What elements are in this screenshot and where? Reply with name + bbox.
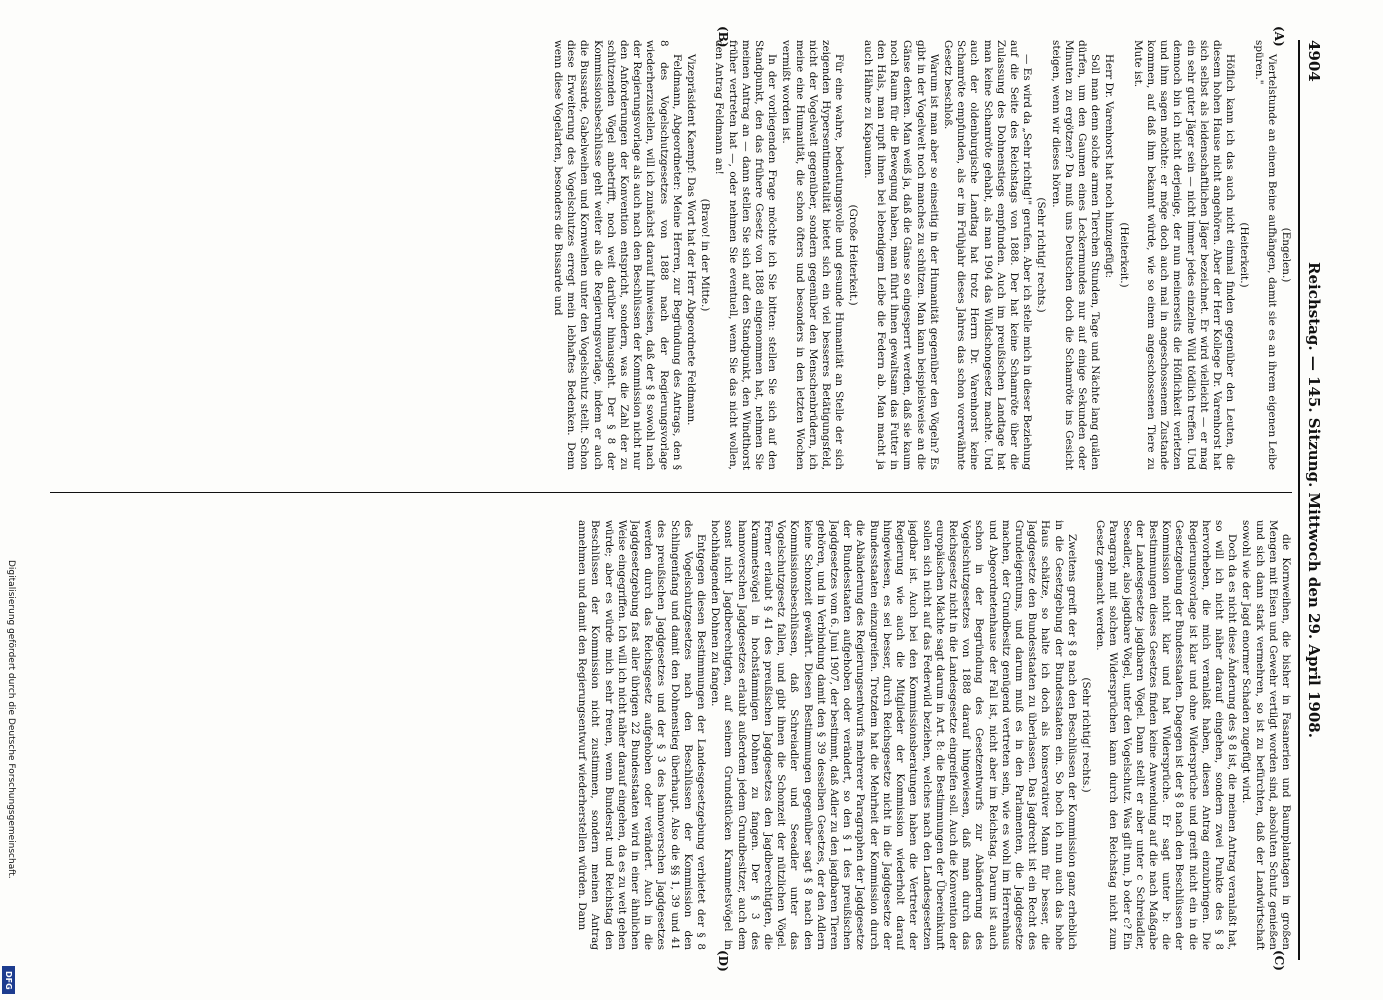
margin-mark-d: (D) bbox=[716, 950, 730, 972]
left-column-paragraph: — Es wird da „Sehr richtig!" gerufen. Aber ich stelle mich in dieser Beziehung auf die Seite des Reichstags von 1888. Der hat keine Schamröte über die Zulassung des Dohnenstiegs empfunden. Auch im preußischen Landtage hat man keine Schamröte gehabt, als man 1904 das Wildschongesetz machte. Und auch der oldenburgische Landtag hat trotz Herrn Dr. Varenhorst keine Schamröte empfunden, als er im Frühjahr dieses Jahres das schon vorerwähnte Gesetz beschloß. bbox=[941, 40, 1034, 470]
right-column-paragraph: die Kornweihen, die bisher in Fasanerien und Baumplantagen in großen Mengen mit Eisen und Gewehr vertilgt worden sind, absoluten Schutz genießen und sich dann stark vermehren, so ist zu befürchten, daß der Landwirtschaft sowohl wie der Jagd enormer Schaden zugefügt wird. bbox=[1240, 520, 1292, 950]
margin-mark-a: (A) bbox=[1272, 26, 1286, 47]
right-column-paragraph: Doch da es nicht diese Änderung des § 8 ist, die meinen Antrag veranlaßt hat, so will ich nicht näher darauf eingehen, sondern zwei Punkte des § 8 hervorheben, die mich veranlaßt haben, diesen Antrag einzubringen. Die Regierungsvorlage ist klar und ohne Widersprüche und greift nicht ein in die Gesetzgebung der Bundesstaaten. Dagegen ist der § 8 nach den Beschlüssen der Kommission nicht klar und hat Widersprüche. Er sagt unter b: die Bestimmungen dieses Gesetzes finden keine Anwendung auf die nach Maßgabe der Landesgesetze jagdbaren Vögel. Dann stellt er aber unter c Schreiadler, Seeadler, also jagdbare Vögel, unter den Vogelschutz. Was gilt nun, b oder c? Ein Paragraph mit solchen Widersprüchen kann durch den Reichstag nicht zum Gesetz gemacht werden. bbox=[1094, 520, 1239, 950]
page-number: 4904 bbox=[1305, 40, 1323, 82]
left-column-paragraph: (Große Heiterkeit.) bbox=[847, 204, 860, 306]
page-header bbox=[1302, 40, 1326, 960]
left-column-paragraph: (Heiterkeit.) bbox=[1117, 222, 1130, 288]
dfg-logo: DFG bbox=[2, 966, 15, 994]
page-title: Reichstag. — 145. Sitzung. Mittwoch den 29. April 1908. bbox=[1305, 262, 1323, 738]
rotated-page-content bbox=[40, 26, 1330, 972]
left-column-paragraph: Herr Dr. Varenhorst hat noch hinzugefügt: bbox=[1103, 54, 1116, 279]
left-column bbox=[52, 40, 1292, 470]
left-column-paragraph: Vizepräsident Kaempf: Das Wort hat der Herr Abgeordnete Feldmann. bbox=[685, 54, 698, 426]
margin-mark-b: (B) bbox=[716, 26, 730, 48]
right-column-paragraph: Entgegen diesen Bestimmungen der Landesgesetzgebung verbietet der § 8 des Vogelschutzgesetzes nach den Beschlüssen der Kommission den Schlingenfang und damit den Dohnenstieg überhaupt. Also die §§ 1, 39 und 41 des preußischen Jagdgesetzes und der § 3 des hannoverschen Jagdgesetzes werden durch das Reichsgesetz aufgehoben oder verändert. Auch in die Jagdgesetzgebung fast aller übrigen 22 Bundesstaaten wird in einer ähnlichen Weise eingegriffen. Ich will ich nicht näher darauf eingehen, da es zu weit gehen würde; aber es würde mich sehr freuen, wenn Bundesrat und Reichstag den Beschlüssen der Kommission nicht zustimmen, sondern meinen Antrag annehmen und damit den Regierungsentwurf wiederherstellen würden. Dann bbox=[576, 520, 708, 950]
left-column-paragraph: Höflich kann ich das auch nicht einmal finden gegenüber den Leuten, die diesem hohen Hause nicht angehören. Aber der Herr Kollege Dr. Varenhorst hat sich selbst als leidenschaftlichen Jäger bezeichnet. Er wird vielleicht — er mag ein sehr guter Jäger sein — nicht immer jedes einzelne Wild tödlich treffen. Und dennoch bin ich nicht derjenige, der nun meinerseits die Höflichkeit verletzen und ihm sagen möchte: er möge doch auch mal in angeschossenem Zustande kommen, auf daß ihm bekannt würde, wie so einem angeschossenen Tiere zu Mute ist. bbox=[1131, 40, 1237, 470]
right-column-paragraph: (Sehr richtig! rechts.) bbox=[1079, 677, 1092, 793]
right-column bbox=[52, 520, 1292, 950]
left-column-paragraph: Viertelstunde an einem Beine aufhängen, damit sie es an ihrem eigenen Leibe spüren." bbox=[1252, 40, 1278, 470]
margin-mark-c: (C) bbox=[1272, 950, 1286, 971]
credit-text: Digitalisierung gefördert durch die Deutsche Forschungsgemeinschaft. bbox=[6, 560, 16, 879]
left-column-paragraph: (Engelen.) bbox=[1280, 227, 1292, 283]
left-column-paragraph: (Heiterkeit.) bbox=[1238, 222, 1251, 288]
digitization-credit bbox=[2, 560, 16, 990]
left-column-paragraph: In der vorliegenden Frage möchte ich Sie bitten: stellen Sie sich auf den Standpunkt, den das frühere Gesetz von 1888 eingenommen hat, nehmen Sie meinen Antrag an — dann stellen Sie sich auf den Standpunkt, den Windthorst früher vertreten hat —, oder nehmen Sie eventuell, wenn Sie das nicht wollen, den Antrag Feldmann an! bbox=[713, 40, 779, 470]
left-column-paragraph: Für eine wahre, bedeutungsvolle und gesunde Humanität an Stelle der sich zeigenden Hypersentimentalität bietet sich ein viel besseres Betätigungsfeld, nicht der Vogelwelt gegenüber, sondern gegenüber den Menschenbrüdern, ich meine eine Humanität, die schon öfters und besonders in den letzten Wochen vermißt worden ist. bbox=[780, 40, 846, 470]
left-column-paragraph: Soll man denn solche armen Tierchen Stunden, Tage und Nächte lang quälen dürfen, um den Gaumen eines Leckermundes nur auf einige Sekunden oder Minuten zu ergötzen? Da muß uns Deutschen doch die Schamröte ins Gesicht steigen, wenn wir dieses hören. bbox=[1049, 40, 1102, 470]
left-column-paragraph: Warum ist man aber so einseitig in der Humanität gegenüber den Vögeln? Es gibt in der Vogelwelt noch manches zu schützen. Man kann beispielsweise an die Gänse denken. Man weiß ja, daß die Gänse so eingesperrt werden, daß sie kaum noch Raum für die Bewegung haben, man führt ihnen gewaltsam das Futter in den Hals, man rupft ihnen bei lebendigem Leibe die Federn ab. Man macht ja auch Hähne zu Kapaunen. bbox=[861, 40, 940, 470]
left-column-paragraph: Feldmann, Abgeordneter: Meine Herren, zur Begründung des Antrags, den § 8 des Vogelschutzgesetzes von 1888 nach der Regierungsvorlage wiederherzustellen, will ich zunächst darauf hinweisen, daß der § 8 sowohl nach der Regierungsvorlage als auch nach den Beschlüssen der Kommission nicht nur den Anforderungen der Konvention entspricht, sondern, was die Zahl der zu schützenden Vögel anbetrifft, noch weit darüber hinausgeht. Der § 8 der Kommissionsbeschlüsse geht weiter als die Regierungsvorlage, indem er auch die Bussarde, Gabelweihen und Kornweihen unter den Vogelschutz stellt. Schon diese Erweiterung des Vogelschutzes erregt mein lebhaftes Bedenken. Denn wenn diese Vogelarten, besonders die Bussarde und bbox=[552, 40, 683, 470]
column-divider bbox=[50, 492, 1292, 493]
header-rule bbox=[1298, 40, 1300, 960]
right-column-paragraph: Zweitens greift der § 8 nach den Beschlüssen der Kommission ganz erheblich in die Gesetzgebung der Bundesstaaten ein. So hoch ich nun auch das hohe Haus schätze, so halte ich doch als konservativer Mann für besser, die Jagdgesetze den Bundesstaaten zu überlassen. Das Jagdrecht ist ein Recht des Grundeigentums, und darum muß es in den Parlamenten, die Jagdgesetze machen, der Grundbesitz genügend vertreten sein, wie es wohl im Herrenhaus und Abgeordnetenhause der Fall ist, nicht aber im Reichstag. Darum ist auch schon in der Begründung des Gesetzentwurfs zur Abänderung des Vogelschutzgesetzes von 1888 darauf hingewiesen, daß man durch das Reichsgesetz nicht in die Landesgesetze eingreifen soll. Auch die Konvention der europäischen Mächte sagt darum in Art. 8: die Bestimmungen der Übereinkunft sollen sich nicht auf das Federwild beziehen, welches nach den Landesgesetzen jagdbar ist. Auch bei den Kommissionsberatungen haben die Vertreter der Regierung wie auch die Mitglieder der Kommission wiederholt darauf hingewiesen, es sei besser, durch Reichsgesetze nicht in die Jagdgesetze der Bundesstaaten einzugreifen. Trotzdem hat die Mehrheit der Kommission durch die Abänderung des Regierungsentwurfs mehrerer Paragraphen der Jagdgesetze der Bundesstaaten aufgehoben oder verändert, so den § 1 des preußischen Jagdgesetzes vom 6. Juni 1907, der bestimmt, daß Adler zu den jagdbaren Tieren gehören, und in Verbindung damit den § 39 desselben Gesetzes, der den Adlern keine Schonzeit gewährt. Diesen Bestimmungen gegenüber sagt § 8 nach den Kommissionsbeschlüssen, daß Schreiadler und Seeadler unter das Vogelschutzgesetz fallen, und gibt ihnen die Schonzeit der nützlichen Vögel. Ferner erlaubt § 41 des preußischen Jagdgesetzes den Jagdberechtigten, die Krammetsvögel in hochstämmigen Dohnen zu fangen. Der § 3 des hannoverschen Jagdgesetzes erlaubt außerdem jedem Grundbesitzer, auch dem sonst nicht Jagdberechtigten, auf seinem Grundstücken Krammetsvögel in hochhängenden Dohnen zu fangen. bbox=[709, 520, 1078, 950]
left-column-paragraph: (Sehr richtig! rechts.) bbox=[1035, 197, 1048, 313]
left-column-paragraph: (Bravo! in der Mitte.) bbox=[699, 198, 712, 312]
